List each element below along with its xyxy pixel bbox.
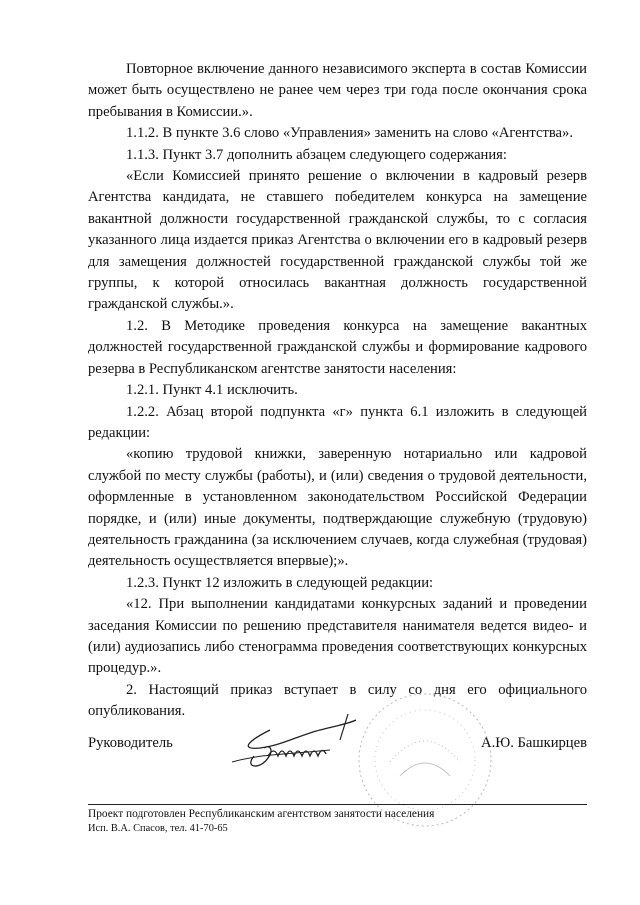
paragraph-1-1-2: 1.1.2. В пункте 3.6 слово «Управления» заменить на слово «Агентства». — [126, 125, 573, 142]
signatory-name: А.Ю. Башкирцев — [481, 735, 587, 751]
signature-row — [88, 733, 587, 755]
footer-executor: Исп. В.А. Спасов, тел. 41-70-65 — [88, 823, 228, 834]
footer-divider — [88, 804, 587, 805]
paragraph-work-record-quote: «копию трудовой книжки, заверенную нотариально или кадровой службой по месту службы (работы), и (или) сведения о трудовой деятельности, оформленные в установленном законодательством Российской Федерации порядке, и (или) иные документы, подтверждающие служебную (трудовую) деятельность гражданина (за исключением случаев, когда служебная (трудовая) деятельность осуществляется впервые);». — [88, 446, 587, 570]
paragraph-1-1-3: 1.1.3. Пункт 3.7 дополнить абзацем следующего содержания: — [126, 146, 507, 163]
paragraph-1-2-2: 1.2.2. Абзац второй подпункта «г» пункта 6.1 изложить в следующей редакции: — [88, 403, 587, 441]
footer-prepared-by: Проект подготовлен Республиканским агентством занятости населения — [88, 808, 435, 820]
paragraph-1-2-3: 1.2.3. Пункт 12 изложить в следующей редакции: — [126, 574, 434, 591]
paragraph-reserve-quote: «Если Комиссией принято решение о включении в кадровый резерв Агентства кандидата, не ставшего победителем конкурса на замещение вакантной должности государственной гражданской службы, то с согласия указанного лица издается приказ Агентства о включении его в кадровый резерв для замещения должностей государственной гражданской службы той же группы, к которой относилась вакантная должность государственной гражданской службы.». — [88, 168, 587, 313]
paragraph-expert-reinclusion: Повторное включение данного независимого эксперта в состав Комиссии может быть осуществлено не ранее чем через три года после окончания срока пребывания в Комиссии.». — [88, 61, 587, 120]
paragraph-1-2-1: 1.2.1. Пункт 4.1 исключить. — [126, 382, 298, 399]
paragraph-1-2: 1.2. В Методике проведения конкурса на замещение вакантных должностей государственной гражданской службы и формирование кадрового резерва в Республиканском агентстве занятости населения: — [88, 317, 587, 377]
paragraph-effective-date: 2. Настоящий приказ вступает в силу со дня его официального опубликования. — [88, 681, 587, 720]
signatory-position: Руководитель — [88, 735, 173, 751]
paragraph-point-12-quote: «12. При выполнении кандидатами конкурсных заданий и проведении заседания Комиссии по решению представителя нанимателя ведется видео- и (или) аудиозапись либо стенограмма проведения соответствующих конкурсных процедур.». — [88, 596, 587, 677]
document-body — [88, 59, 587, 723]
